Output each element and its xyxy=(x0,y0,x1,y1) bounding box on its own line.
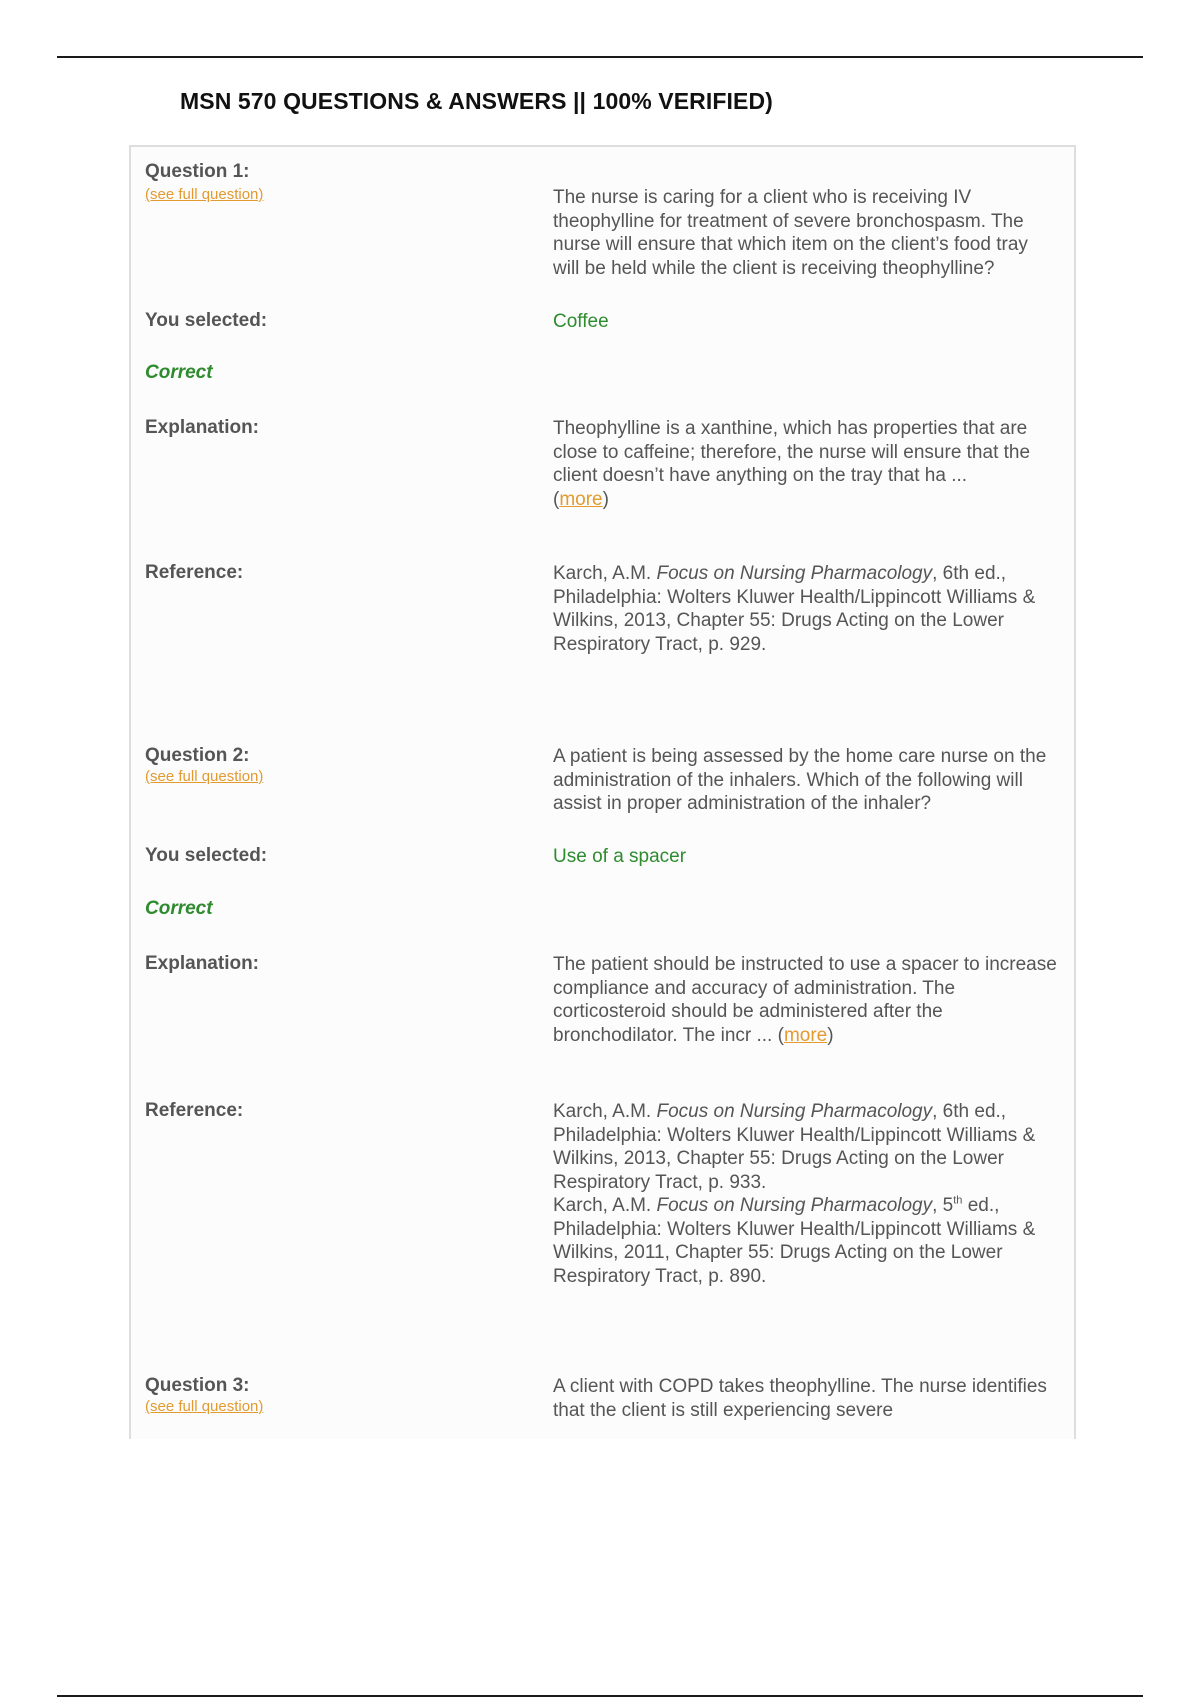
reference-2b-rest: ed., Philadelphia: Wolters Kluwer Health/Lippincott Williams & Wilkins, 2011, Chapter 55: Drugs Acting on the Lower Respiratory Tract, p. 890. xyxy=(553,1195,1036,1287)
reference-2b-book: Focus on Nursing Pharmacology xyxy=(656,1195,933,1216)
question-2-label: Question 2: xyxy=(145,745,250,766)
question-2-text: A patient is being assessed by the home care nurse on the administration of the inhalers. Which of the following will assist in proper administration of the inhaler? xyxy=(553,746,1047,814)
bottom-rule xyxy=(57,1695,1143,1697)
reference-label-1: Reference: xyxy=(145,562,244,583)
reference-1 xyxy=(553,562,1058,656)
reference-2-author: Karch, A.M. xyxy=(553,1101,652,1122)
explanation-1: Theophylline is a xanthine, which has properties that are close to caffeine; therefore, the nurse will ensure that the client doesn’t have anything on the tray that ha ... (more) xyxy=(553,418,1031,510)
correct-status-1: Correct xyxy=(145,362,213,383)
selected-answer-2: Use of a spacer xyxy=(553,846,687,867)
reference-2 xyxy=(553,1100,1058,1288)
correct-status-2: Correct xyxy=(145,898,213,919)
reference-2-rest: , 6th ed., Philadelphia: Wolters Kluwer Health/Lippincott Williams & Wilkins, 2013, Chapter 55: Drugs Acting on the Lower Respiratory Tract, p. 933. xyxy=(553,1101,1036,1193)
question-3-text: A client with COPD takes theophylline. The nurse identifies that the client is still experiencing severe xyxy=(553,1376,1047,1421)
reference-2b-edition: , 5 xyxy=(932,1195,954,1216)
you-selected-label-1: You selected: xyxy=(145,310,268,331)
reference-1-author: Karch, A.M. xyxy=(553,563,652,584)
question-3-label: Question 3: xyxy=(145,1375,250,1396)
reference-label-2: Reference: xyxy=(145,1100,244,1121)
reference-2b-author: Karch, A.M. xyxy=(553,1195,652,1216)
reference-1-rest: , 6th ed., Philadelphia: Wolters Kluwer Health/Lippincott Williams & Wilkins, 2013, Chapter 55: Drugs Acting on the Lower Respiratory Tract, p. 929. xyxy=(553,563,1036,655)
you-selected-label-2: You selected: xyxy=(145,845,268,866)
question-1-label: Question 1: xyxy=(145,161,250,182)
see-full-question-2-link[interactable]: (see full question) xyxy=(145,768,264,785)
more-link-1[interactable]: more xyxy=(559,488,603,510)
reference-2-book: Focus on Nursing Pharmacology xyxy=(656,1101,933,1122)
explanation-2-text: The patient should be instructed to use a spacer to increase compliance and accuracy of administration. The corticosteroid should be administered after the bronchodilator. The incr ... xyxy=(553,954,1057,1046)
see-full-question-1-link[interactable]: (see full question) xyxy=(145,186,264,203)
explanation-2: The patient should be instructed to use a spacer to increase compliance and accuracy of administration. The corticosteroid should be administered after the bronchodilator. The incr ... (more) xyxy=(553,954,1057,1046)
question-1-text: The nurse is caring for a client who is receiving IV theophylline for treatment of severe bronchospasm. The nurse will ensure that which item on the client’s food tray will be held while the client is receiving theophylline? xyxy=(553,187,1028,279)
top-rule xyxy=(57,56,1143,58)
reference-1-book: Focus on Nursing Pharmacology xyxy=(656,563,933,584)
see-full-question-3-link[interactable]: (see full question) xyxy=(145,1398,264,1415)
document-title: MSN 570 QUESTIONS & ANSWERS || 100% VERIFIED) xyxy=(180,88,773,114)
more-link-2[interactable]: more xyxy=(783,1024,828,1046)
explanation-label-1: Explanation: xyxy=(145,417,260,438)
reference-2b-edition-suffix: th xyxy=(953,1194,963,1207)
explanation-label-2: Explanation: xyxy=(145,953,260,974)
selected-answer-1: Coffee xyxy=(553,311,609,332)
explanation-1-text: Theophylline is a xanthine, which has properties that are close to caffeine; therefore, the nurse will ensure that the client doesn’t have anything on the tray that ha ... xyxy=(553,418,1031,486)
